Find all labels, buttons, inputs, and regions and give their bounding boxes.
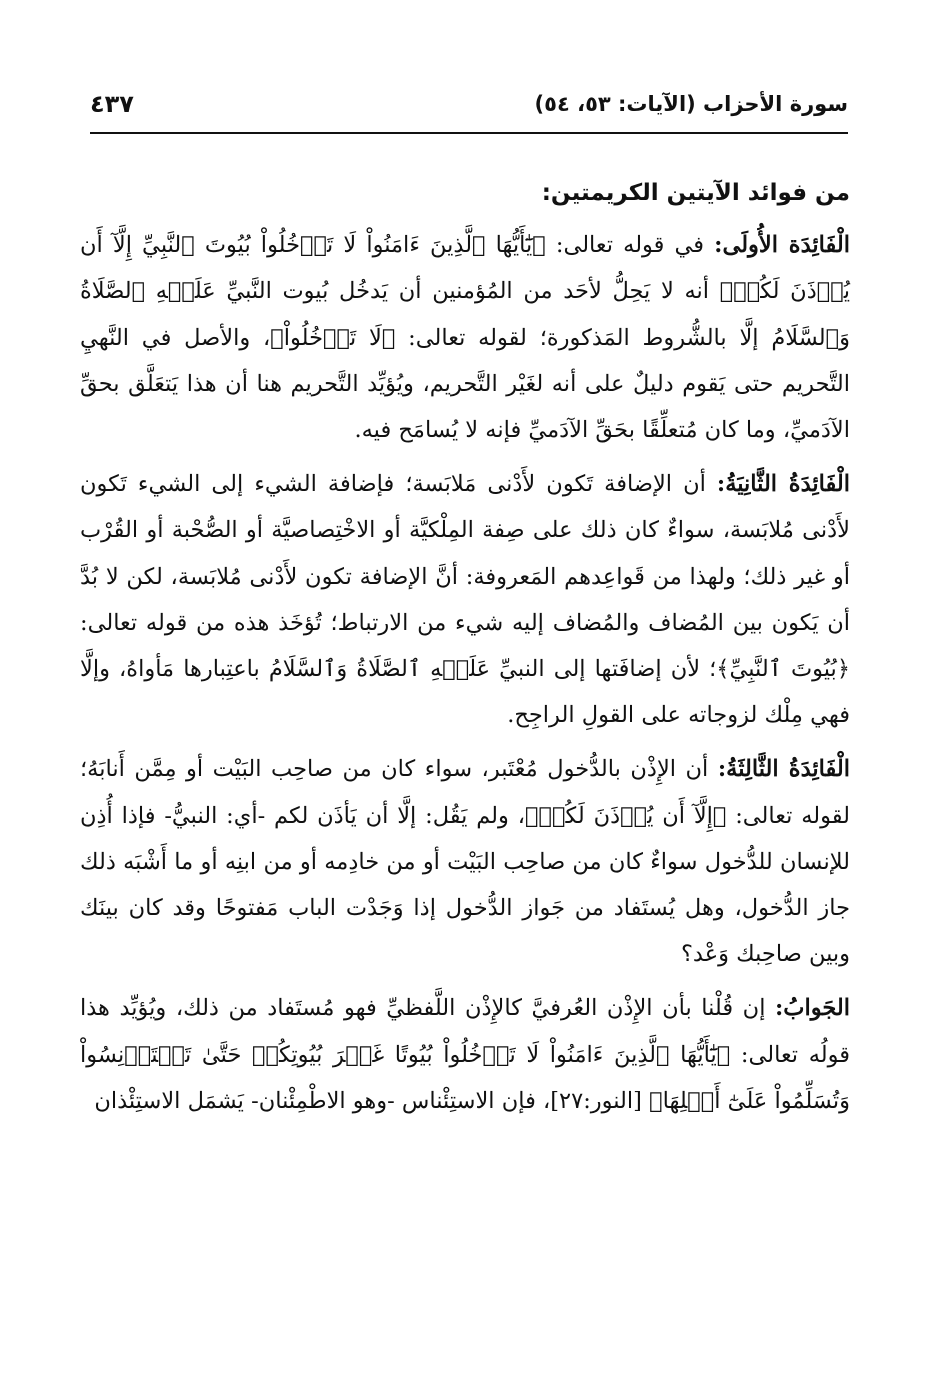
paragraph-lead: الْفَائِدَةُ الثَّالِثَةُ:	[717, 756, 850, 783]
page-body	[80, 170, 850, 1132]
section-heading: من فوائد الآيتين الكريمتين:	[541, 180, 850, 206]
paragraph	[80, 461, 850, 738]
paragraph-text: أن الإضافة تَكون لأَدْنى مَلابَسة؛ فإضافة الشيء إلى الشيء تَكون لأَدْنى مُلابَسة، سواءٌ كان ذلك على صِفة المِلْكيَّة أو الاخْتِصاصيَّة أو الصُّحْبة أو القُرْب أو غير ذلك؛ ولهذا من قَواعِدهم المَعروفة: أنَّ الإضافة تكون لأَدْنى مُلابَسة، لكن لا بُدَّ أن يَكون بين المُضاف والمُضاف إليه شيء من الارتباط؛ تُؤخَذ هذه من قوله تعالى: ﴿بُيُوتَ ٱلنَّبِيِّ﴾؛ لأن إضافَتها إلى النبيِّ عَلَيۡهِ ٱلصَّلَاةُ وَٱلسَّلَامُ باعتِبارها مَأواهُ، وإلَّا فهي مِلْك لزوجاته على القولِ الراجِح.	[80, 471, 850, 729]
paragraph-text: في قوله تعالى: ﴿يَٰٓأَيُّهَا ٱلَّذِينَ ءَامَنُواْ لَا تَدۡخُلُواْ بُيُوتَ ٱلنَّبِيِّ إِلَّآ أَن يُؤۡذَنَ لَكُمۡ﴾ أنه لا يَحِلُّ لأحَد من المُؤمنين أن يَدخُل بُيوت النَّبيِّ عَلَيۡهِ ٱلصَّلَاةُ وَٱلسَّلَامُ إلَّا بالشُّروط المَذكورة؛ لقوله تعالى: ﴿لَا تَدۡخُلُواْ﴾، والأصل في النَّهيِ التَّحريم حتى يَقوم دليلٌ على أنه لغَيْر التَّحريم، ويُؤيِّد التَّحريم هنا أن هذا يَتعَلَّق بحقِّ الآدَميِّ، وما كان مُتعلِّقًا بحَقِّ الآدَميِّ فإنه لا يُسامَح فيه.	[80, 232, 850, 444]
page-number: ٤٣٧	[90, 90, 134, 118]
page-header	[90, 88, 848, 134]
paragraph-lead: الْفَائِدَةُ الثَّانِيَةُ:	[716, 471, 850, 498]
paragraph-lead: الْفَائِدَة الأُولَى:	[714, 232, 850, 259]
running-title: سورة الأحزاب (الآيات: ٥٣، ٥٤)	[534, 92, 848, 116]
paragraph	[80, 985, 850, 1124]
paragraph	[80, 746, 850, 977]
paragraph-text: أن الإِذْن بالدُّخول مُعْتَبر، سواء كان من صاحِب البَيْت أو مِمَّن أَنابَهُ؛ لقوله تعالى: ﴿إِلَّآ أَن يُؤۡذَنَ لَكُمۡ﴾، ولم يَقُل: إلَّا أن يَأذَن لكم -أي: النبيُّ- فإذا أُذِن للإنسان للدُّخول سواءٌ كان من صاحِب البَيْت أو من خادِمه أو من ابنِه أو ما أَشْبَه ذلك جاز الدُّخول، وهل يُستَفاد من جَواز الدُّخول إذا وَجَدْت الباب مَفتوحًا وقد كان بينَك وبين صاحِبك وَعْد؟	[80, 756, 850, 968]
paragraph-lead: الجَوابُ:	[775, 995, 850, 1022]
paragraph-text: إن قُلْنا بأن الإِذْن العُرفيَّ كالإِذْن اللَّفظيِّ فهو مُستَفاد من ذلك، ويُؤيِّد هذا قولُه تعالى: ﴿يَٰٓأَيُّهَا ٱلَّذِينَ ءَامَنُواْ لَا تَدۡخُلُواْ بُيُوتًا غَيۡرَ بُيُوتِكُمۡ حَتَّىٰ تَسۡتَأۡنِسُواْ وَتُسَلِّمُواْ عَلَىٰٓ أَهۡلِهَا﴾ [النور:٢٧]، فإن الاستِئْناس -وهو الاطْمِئْنان- يَشمَل الاستِئْذان	[80, 995, 850, 1114]
paragraph	[80, 222, 850, 453]
